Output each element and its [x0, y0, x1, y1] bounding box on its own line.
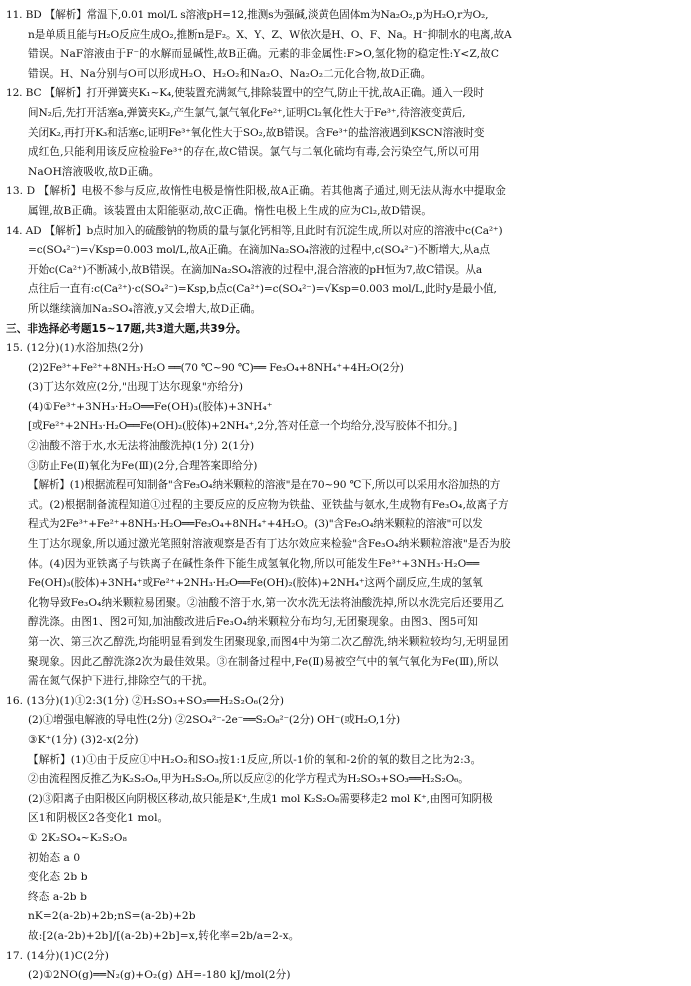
text-line: 错误。NaF溶液由于F⁻的水解而显碱性,故B正确。元素的非金属性:F>O,氢化物的稳定性:Y<Z,故C	[28, 48, 500, 61]
text-line: 第一次、第三次乙醇洗,均能明显看到发生团聚现象,而图4中为第二次乙醇洗,纳米颗粒较均匀,无明显团	[28, 636, 509, 648]
text-line: ③防止Fe(Ⅱ)氧化为Fe(Ⅲ)(2分,合理答案即给分)	[28, 459, 258, 472]
text-line: (4)①Fe³⁺+3NH₃·H₂O══Fe(OH)₃(胶体)+3NH₄⁺	[28, 400, 273, 413]
text-line: 【解析】(1)根据流程可知制备"含Fe₃O₄纳米颗粒的溶液"是在70~90 ℃下,所以可以采用水浴加热的方	[28, 479, 501, 492]
text-line: 化物导致Fe₃O₄纳米颗粒易团聚。②油酸不溶于水,第一次水洗无法将油酸洗掉,所以水洗完后还要用乙	[28, 596, 505, 609]
text-line: ① 2K₂SO₄~K₂S₂O₈	[28, 831, 127, 844]
text-line: (2)③阳离子由阳极区向阴极区移动,故只能是K⁺,生成1 mol K₂S₂O₈需要移走2 mol K⁺,由图可知阴极	[28, 792, 493, 805]
text-line: 醇洗涤。由图1、图2可知,加油酸改进后Fe₃O₄纳米颗粒分布均匀,无团聚现象。由图3、图5可知	[28, 616, 478, 629]
text-line: (2)①2NO(g)══N₂(g)+O₂(g) ΔH=-180 kJ/mol(2分)	[28, 969, 291, 982]
text-line: =c(SO₄²⁻)=√Ksp=0.003 mol/L,故A正确。在滴加Na₂SO₄溶液的过程中,c(SO₄²⁻)不断增大,从a点	[28, 244, 490, 257]
text-line: 12. BC 【解析】打开弹簧夹K₁~K₄,使装置充满氮气,排除装置中的空气,防止干扰,故A正确。通入一段时	[6, 87, 484, 100]
text-line: 16. (13分)(1)①2:3(1分) ②H₂SO₃+SO₃══H₂S₂O₆(2分)	[6, 694, 285, 707]
text-line: ③K⁺(1分) (3)2-x(2分)	[28, 733, 139, 746]
text-line: 所以继续滴加Na₂SO₄溶液,y又会增大,故D正确。	[28, 302, 262, 315]
text-line: 变化态 2b b	[28, 871, 88, 884]
text-line: 点往后一直有:c(Ca²⁺)·c(SO₄²⁻)=Ksp,b点c(Ca²⁺)=c(SO₄²⁻)=√Ksp=0.003 mol/L,此时y是最小值,	[28, 283, 497, 296]
text-line: 11. BD 【解析】常温下,0.01 mol/L s溶液pH=12,推测s为强碱,淡黄色固体m为Na₂O₂,p为H₂O,r为O₂,	[6, 9, 489, 21]
text-line: (2)①增强电解液的导电性(2分) ②2SO₄²⁻-2e⁻══S₂O₈²⁻(2分) OH⁻(或H₂O,1分)	[28, 714, 400, 727]
text-line: 15. (12分)(1)水浴加热(2分)	[6, 342, 144, 355]
text-line: 关闭K₂,再打开K₃和活塞c,证明Fe³⁺氧化性大于SO₂,故B错误。含Fe³⁺的盐溶液遇到KSCN溶液时变	[28, 126, 485, 139]
text-line: [或Fe²⁺+2NH₃·H₂O══Fe(OH)₂(胶体)+2NH₄⁺,2分,答对任意一个均给分,没写胶体不扣分。]	[28, 420, 457, 433]
text-line: 生丁达尔现象,所以通过激光笔照射溶液观察是否有丁达尔效应来检验"含Fe₃O₄纳米颗粒溶液"是否为胶	[28, 538, 511, 551]
text-line: 式。(2)根据制备流程知道①过程的主要反应的反应物为铁盐、亚铁盐与氨水,生成物有Fe₃O₄,故离子方	[28, 498, 509, 511]
text-line: ②油酸不溶于水,水无法将油酸洗掉(1分) 2(1分)	[28, 440, 255, 453]
text-line: nK=2(a-2b)+2b;nS=(a-2b)+2b	[28, 910, 196, 923]
text-line: 故:[2(a-2b)+2b]/[(a-2b)+2b]=x,转化率=2b/a=2-x。	[28, 929, 300, 942]
text-line: 开始c(Ca²⁺)不断减小,故B错误。在滴加Na₂SO₄溶液的过程中,混合溶液的pH恒为7,故C错误。从a	[28, 263, 483, 276]
text-line: 17. (14分)(1)C(2分)	[6, 949, 109, 962]
text-line: (2)2Fe³⁺+Fe²⁺+8NH₃·H₂O ══(70 ℃~90 ℃)══ Fe₃O₄+8NH₄⁺+4H₂O(2分)	[28, 361, 404, 374]
text-line: 初始态 a 0	[28, 851, 81, 864]
text-line: 区1和阴极区2各变化1 mol。	[28, 812, 169, 825]
text-line: n是单质且能与H₂O反应生成O₂,推断n是F₂。X、Y、Z、W依次是H、O、F、Na。H⁻抑制水的电离,故A	[28, 28, 512, 41]
text-line: 聚现象。因此乙醇洗涤2次为最佳效果。③在制备过程中,Fe(Ⅱ)易被空气中的氧气氧化为Fe(Ⅲ),所以	[28, 655, 499, 668]
text-line: Fe(OH)₃(胶体)+3NH₄⁺或Fe²⁺+2NH₃·H₂O══Fe(OH)₂(胶体)+2NH₄⁺这两个副反应,生成的氢氧	[28, 577, 483, 590]
text-line: 程式为2Fe³⁺+Fe²⁺+8NH₃·H₂O══Fe₃O₄+8NH₄⁺+4H₂O。(3)"含Fe₃O₄纳米颗粒的溶液"可以发	[28, 518, 483, 531]
text-line: 成红色,只能利用该反应检验Fe³⁺的存在,故C错误。氯气与二氧化硫均有毒,会污染空气,所以可用	[28, 146, 480, 159]
text-line: 需在氮气保护下进行,排除空气的干扰。	[28, 675, 214, 688]
text-line: 14. AD 【解析】b点时加入的硫酸钠的物质的量与氯化钙相等,且此时有沉淀生成,所以对应的溶液中c(Ca²⁺)	[6, 224, 503, 237]
text-line: 【解析】(1)①由于反应①中H₂O₂和SO₃按1:1反应,所以-1价的氧和-2价的氧的数目之比为2:3。	[28, 753, 482, 766]
text-line: 属锂,故B正确。该装置由太阳能驱动,故C正确。惰性电极上生成的应为Cl₂,故D错误。	[28, 204, 433, 217]
text-line: 终态 a-2b b	[28, 890, 88, 903]
text-line: ②由流程图反推乙为K₂S₂O₈,甲为H₂S₂O₈,所以反应②的化学方程式为H₂SO₃+SO₃══H₂S₂O₆。	[28, 773, 469, 786]
text-line: 间N₂后,先打开活塞a,弹簧夹K₂,产生氯气,氯气氧化Fe²⁺,证明Cl₂氧化性大于Fe³⁺,待溶液变黄后,	[28, 106, 466, 119]
text-line: 三、非选择必考题15~17题,共3道大题,共39分。	[6, 322, 247, 335]
text-line: (3)丁达尔效应(2分,"出现丁达尔现象"亦给分)	[28, 381, 244, 394]
text-line: 错误。H、Na分别与O可以形成H₂O、H₂O₂和Na₂O、Na₂O₂二元化合物,故D正确。	[28, 67, 432, 80]
text-line: 13. D 【解析】电极不参与反应,故惰性电极是惰性阳极,故A正确。若其他离子通过,则无法从海水中提取金	[6, 185, 506, 198]
text-line: 体。(4)因为亚铁离子与铁离子在碱性条件下能生成氢氧化物,所以可能发生Fe³⁺+3NH₃·H₂O══	[28, 557, 480, 570]
text-line: NaOH溶液吸收,故D正确。	[28, 165, 160, 178]
